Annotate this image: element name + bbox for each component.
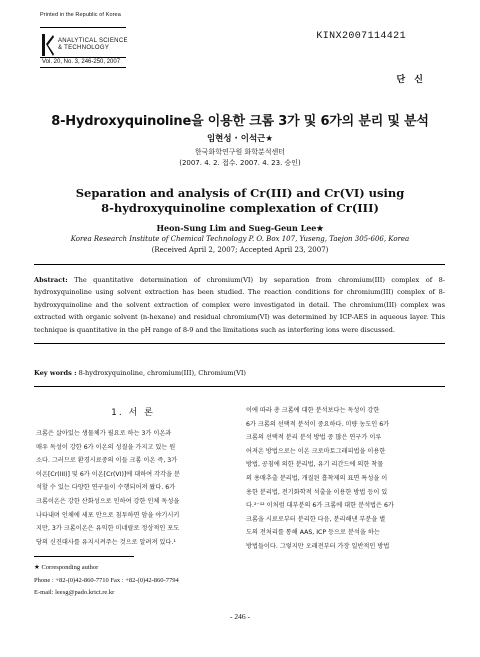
body-column-left: [36, 427, 232, 549]
body-line: 다.²⁻¹² 이처럼 대부분의 6가 크롬에 대한 분석법은 6가: [246, 502, 394, 510]
keywords-rule: [34, 386, 445, 387]
keywords-label: Key words :: [34, 369, 77, 377]
header-bottom-rule: [40, 67, 126, 68]
body-line: 방법들이다. 그렇지만 오래전부터 가장 일반적인 방법: [246, 542, 390, 550]
kinx-id: KINX2007114421: [316, 31, 406, 42]
footnote-phone-fax: Phone : +82-(0)42-860-7710 Fax : +82-(0)42-860-7794: [34, 576, 179, 584]
body-line: 이온[Cr(III)] 및 6가 이온[Cr(VI)]에 대하여 각각을 분: [36, 470, 180, 478]
title-english: [40, 186, 440, 216]
printed-in-note: Printed in the Republic of Korea: [40, 12, 121, 18]
body-line: 지만, 3가 크롬이온은 유익한 미네랄로 정상적인 포도: [36, 525, 180, 533]
authors-korean: 임현성 · 이석근★: [206, 134, 274, 144]
header-top-rule: [40, 27, 126, 28]
page-number: - 246 -: [230, 612, 250, 621]
section-heading: 1. 서 론: [111, 408, 155, 418]
body-line: 도의 전처리를 통해 AAS, ICP 등으로 분석을 하는: [246, 529, 380, 537]
footnote: [34, 562, 179, 600]
body-line: 방법, 공침에 의한 분리법, 유기 리간드에 의한 착물: [246, 461, 384, 469]
footnote-email: E-mail: leesg@pado.krict.re.kr: [34, 589, 115, 596]
body-line: 크롬이온은 강한 산화성으로 인하여 강한 인체 독성을: [36, 497, 180, 505]
header-mid-rule: [40, 57, 126, 58]
keywords-text: 8-hydroxyquinoline, chromium(III), Chromium(VI): [76, 369, 247, 377]
body-line: 의 용매추출 분리법, 개질된 흡착제의 표면 특성을 이: [246, 474, 388, 482]
body-line: 크롬은 살아있는 생물체가 필요로 하는 3가 이온과: [36, 430, 172, 437]
abstract-block: [34, 264, 445, 344]
dates-korean: (2007. 4. 2. 접수. 2007. 4. 23. 승인): [179, 159, 301, 167]
body-line: 매우 독성이 강한 6가 이온의 성질을 가지고 있는 원: [36, 443, 176, 451]
body-column-right: [246, 404, 446, 554]
affiliation-english: Korea Research Institute of Chemical Technology P. O. Box 107, Yuseng, Taejon 305-606, Korea: [70, 235, 410, 243]
body-line: 소다. 그러므로 환경시료중의 이들 크롬 이온 즉, 3가: [36, 457, 178, 465]
body-line: 6가 크롬의 선택적 분석이 중요하다. 미량 농도인 6가: [246, 420, 390, 428]
journal-name-line1: ANALYTICAL SCIENCE: [58, 38, 128, 44]
journal-name: [58, 38, 128, 52]
body-line: 이에 따라 총 크롬에 대한 분석보다는 독성이 강한: [246, 407, 380, 414]
journal-name-line2: & TECHNOLOGY: [58, 45, 110, 51]
body-line: 크롬을 시료로부터 분리한 다음, 분리해낸 부분을 별: [246, 515, 386, 523]
footnote-rule: [34, 556, 134, 557]
affiliation-korean: 한국화학연구원 화학분석센터: [194, 148, 286, 156]
body-line: 크롬의 선택적 분리 분석 방법 중 많은 연구가 이루: [246, 434, 382, 442]
abstract-label: Abstract:: [34, 276, 68, 284]
abstract-text: The quantitative determination of chromium(VI) by separation from chromium(III) complex of 8-hydroxyquinoline using solvent extraction has been studied. The reaction conditions for chromium(III) complex of 8-hydroxyquinoline and the solvent extraction of complex were investigated in detail. The chromium(III) complex was extracted with organic solvent (n-hexane) and residual chromium(VI) was determined by ICP-AES in aqueous layer. This technique is quantitative in the pH range of 8-9 and the limitations such as interfering ions were discussed.: [34, 276, 445, 334]
body-line: 용한 분리법, 전기화학적 석출을 이용한 방법 등이 있: [246, 488, 388, 496]
dates-english: (Received April 2, 2007; Accepted April 23, 2007): [151, 246, 329, 254]
journal-logo-icon: [41, 32, 55, 58]
volume-info: Vol. 20, No. 3, 246-250, 2007: [42, 59, 121, 65]
section-label: 단 신: [396, 75, 426, 85]
keywords-block: [34, 369, 445, 377]
title-korean: 8-Hydroxyquinoline을 이용한 크롬 3가 및 6가의 분리 및 분석: [51, 114, 429, 129]
body-line: 나타내며 인체에 세포 안으로 침투하면 암을 야기시키: [36, 511, 180, 519]
title-english-line2: 8-hydroxyquinoline complexation of Cr(III): [101, 201, 379, 215]
title-english-line1: Separation and analysis of Cr(III) and Cr(VI) using: [75, 186, 405, 200]
body-line: 어져온 방법으로는 이온 크로마토그래피법을 이용한: [246, 447, 386, 455]
body-line: 석할 수 있는 다양한 연구들이 수행되어져 왔다. 6가: [36, 484, 176, 492]
authors-english: Heon-Sung Lim and Sueg-Geun Lee★: [156, 223, 324, 233]
body-line: 당의 신진대사를 유지시켜주는 것으로 알려져 있다.¹: [36, 538, 176, 546]
footnote-corresponding: ★ Corresponding author: [34, 564, 99, 571]
